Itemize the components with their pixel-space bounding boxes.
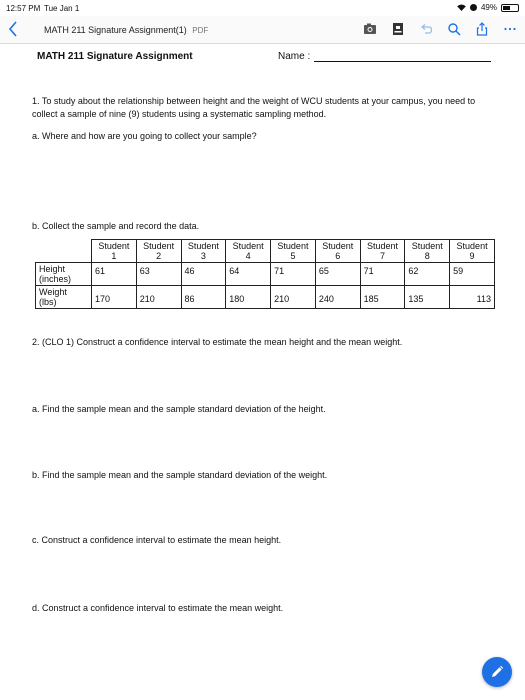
chevron-left-icon[interactable] [8,21,22,39]
camera-icon[interactable] [363,22,377,36]
nav-bar [0,16,525,44]
height-cell [315,263,360,286]
weight-value: 180 [229,294,245,304]
table-header-cell: Student 5 [271,240,316,263]
table-header-cell: Student 1 [92,240,137,263]
table-corner-cell [36,240,92,263]
table-header-cell: Student 9 [450,240,495,263]
weight-cell [271,286,316,309]
weight-cell [360,286,405,309]
height-cell [405,263,450,286]
height-cell [136,263,181,286]
question-1: 1. To study about the relationship between height and the weight of WCU students at your campus, you need to collect a sample of nine (9) students using a systematic sampling method. [32,96,476,119]
weight-cell [405,286,450,309]
weight-value: 170 [95,294,111,304]
table-row [36,286,495,309]
weight-cell [181,286,226,309]
height-value: 62 [408,266,419,276]
weight-value: 185 [363,294,379,304]
height-value: 65 [318,266,329,276]
question-2: 2. (CLO 1) Construct a confidence interval to estimate the mean height and the mean weight. [32,337,403,347]
height-cell [92,263,137,286]
question-2c: c. Construct a confidence interval to estimate the mean height. [32,535,282,545]
height-value: 61 [95,266,106,276]
battery-icon [501,4,519,12]
question-2a: a. Find the sample mean and the sample standard deviation of the height. [32,404,326,414]
height-value: 64 [229,266,240,276]
moon-icon [470,4,477,11]
weight-value: 210 [139,294,155,304]
table-header-cell: Student 2 [136,240,181,263]
weight-cell [136,286,181,309]
height-cell [226,263,271,286]
status-date: Tue Jan 1 [44,4,80,13]
height-value: 59 [453,266,464,276]
table-header-row [36,240,495,263]
weight-value: 240 [318,294,334,304]
wifi-icon [457,4,466,11]
height-value: 71 [274,266,285,276]
weight-value: 135 [408,294,424,304]
weight-value: 210 [274,294,290,304]
scan-icon[interactable] [391,22,405,36]
share-icon[interactable] [475,22,489,36]
weight-value: 113 [476,294,491,304]
battery-fill [503,6,510,10]
weight-row-label: Weight (lbs) [36,286,92,309]
height-cell [181,263,226,286]
assignment-title: MATH 211 Signature Assignment [37,51,193,62]
weight-cell [315,286,360,309]
document-page [0,44,525,700]
height-cell [271,263,316,286]
question-1a: a. Where and how are you going to collect your sample? [32,131,257,141]
height-cell [360,263,405,286]
table-header-cell: Student 8 [405,240,450,263]
data-table [35,239,495,309]
weight-cell [92,286,137,309]
height-cell [450,263,495,286]
search-icon[interactable] [447,22,461,36]
edit-button[interactable] [482,657,512,687]
status-bar [0,0,525,16]
document-title [44,25,208,35]
question-2d: d. Construct a confidence interval to estimate the mean weight. [32,603,284,613]
height-row-label: Height (inches) [36,263,92,286]
table-header-cell: Student 6 [315,240,360,263]
table-header-cell: Student 7 [360,240,405,263]
status-indicators [457,3,519,12]
table-row [36,263,495,286]
height-value: 71 [363,266,374,276]
name-line [314,61,491,62]
more-icon[interactable] [503,22,517,36]
height-value: 63 [139,266,150,276]
question-2b: b. Find the sample mean and the sample standard deviation of the weight. [32,470,328,480]
battery-percent: 49% [480,3,497,12]
document-filename: MATH 211 Signature Assignment(1) [44,25,187,35]
file-type-label: PDF [192,26,209,35]
undo-icon[interactable] [419,22,433,36]
toolbar [363,22,517,36]
question-1b: b. Collect the sample and record the data. [32,221,200,231]
pencil-icon [490,665,504,679]
table-header-cell: Student 4 [226,240,271,263]
table-header-cell: Student 3 [181,240,226,263]
weight-cell [226,286,271,309]
weight-cell [450,286,495,309]
height-value: 46 [184,266,195,276]
status-time: 12:57 PM [6,4,41,13]
name-label: Name : [278,51,311,62]
weight-value: 86 [184,294,195,304]
